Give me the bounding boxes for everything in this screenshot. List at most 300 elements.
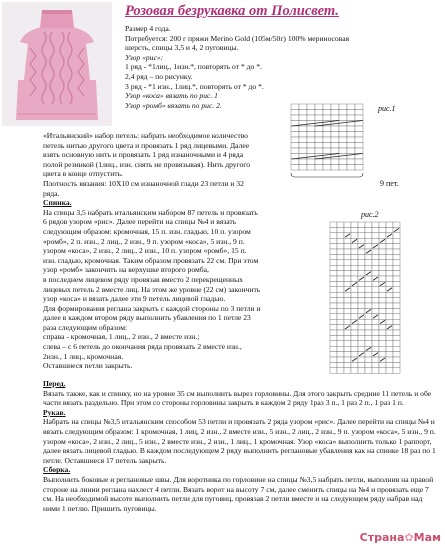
chart-cell: [315, 148, 323, 154]
chart-cell: [365, 298, 372, 303]
chart-cell: [365, 227, 372, 232]
chart-cell: [323, 110, 331, 116]
chart-cell: [344, 254, 351, 259]
chart-cell: [358, 368, 365, 373]
size-line: Размер 4 года.: [125, 24, 171, 33]
chart-cell: [323, 137, 331, 143]
chart-cell: [330, 227, 337, 232]
spinka-paragraph-1: На спицы 3,5 набрать итальянским набором 87 петель и провязать 6 рядов узором «рис». Далее перейти на спицы №4 и вязать следующим образом: кромочная, 15 п. изн. гладью, 10 п. узором «ромб», 2 п. изн., 2 лиц., 2 изн., 9 п. узором «коса», 5 изн., 9 п. узором «коса», 2 изн., 2 лиц., 2 изн., 10 п. узором «ромб», 15 п. изн. гладью, кромочная. Таким образом провязать 22 см. При этом узор «ромб» закончить на верхушке второго ромба,: [43, 207, 259, 275]
chart-cell: [355, 110, 363, 116]
chart-cell: [307, 165, 315, 171]
kosa-line: Узор «коса» вязать по рис. 1: [125, 91, 218, 101]
chart-cell: [337, 298, 344, 303]
pattern-row-2: 2,4 ряд – по рисунку.: [125, 71, 193, 81]
chart-cell: [344, 368, 351, 373]
chart-cell: [386, 227, 393, 232]
chart-cell: [358, 265, 365, 270]
chart-cell: [351, 276, 358, 281]
chart-cell: [315, 110, 323, 116]
chart-cell: [365, 222, 372, 227]
chart-cell: [344, 314, 351, 319]
chart-cell: [315, 115, 323, 121]
chart-cell: [339, 132, 347, 138]
chart-cell: [379, 244, 386, 249]
chart-cell: [355, 143, 363, 149]
chart-cell: [393, 308, 400, 313]
chart-cell: [372, 227, 379, 232]
chart-cell: [307, 126, 315, 132]
chart-cell: [344, 346, 351, 351]
chart-cell: [337, 281, 344, 286]
chart-cell: [291, 110, 299, 116]
chart-cell: [386, 260, 393, 265]
chart-cell: [330, 319, 337, 324]
chart-cell: [330, 357, 337, 362]
chart-cell: [372, 271, 379, 276]
sborka-paragraph: Выполнить боковые и реглановые швы. Для воротника по горловине на спицы №3,5 набрать петли, выполнив на правой стороне на линии реглана нахлест 4 петли. Вязать ворот на высоту 7 см, далее сменить спицы на №4 и провязать еще 7 см. На необходимой высоте выполнить петли для пуговиц, провязав 2 петли вместе и на следующем ряду набрав над ними 1 петлю. Пришить пуговицы.: [43, 474, 434, 513]
chart-cell: [337, 319, 344, 324]
chart-cell: [315, 143, 323, 149]
chart-cell: [347, 165, 355, 171]
chart-cell: [330, 271, 337, 276]
chart-cell: [365, 352, 372, 357]
chart-cell: [331, 165, 339, 171]
chart-cell: [365, 254, 372, 259]
chart-cell: [372, 308, 379, 313]
chart-cell: [358, 271, 365, 276]
chart-cell: [330, 352, 337, 357]
chart-cell: [393, 346, 400, 351]
chart-cell: [330, 346, 337, 351]
chart-cell: [372, 222, 379, 227]
cast-on-paragraph: «Итальянский» набор петель: набрать необходимое количество петель нитью другого цвета и провязать 1 ряд лицевыми. Далее взять основную нить и провязать 1 ряд изнаночными и 4 ряда полой резинкой (1лиц., изн. снять не провязывая). Нить другого цвета в конце отпустить.: [43, 131, 251, 179]
chart-cell: [379, 303, 386, 308]
chart-cell: [379, 249, 386, 254]
chart-cell: [393, 362, 400, 367]
chart-cell: [379, 287, 386, 292]
chart-cell: [393, 254, 400, 259]
chart-cell: [351, 260, 358, 265]
chart-cell: [307, 110, 315, 116]
page-title: Розовая безрукавка от Полисвет.: [125, 3, 339, 19]
chart-cell: [358, 233, 365, 238]
chart-cell: [291, 126, 299, 132]
chart-cell: [393, 292, 400, 297]
chart-cell: [323, 115, 331, 121]
chart-cell: [337, 227, 344, 232]
chart-cell: [337, 303, 344, 308]
chart-cell: [351, 254, 358, 259]
chart-cell: [347, 159, 355, 165]
chart-cell: [379, 271, 386, 276]
chart-cell: [331, 126, 339, 132]
chart-cell: [358, 335, 365, 340]
rukav-heading: Рукав.: [43, 407, 66, 417]
chart-cell: [386, 335, 393, 340]
chart-cell: [393, 260, 400, 265]
chart-cell: [372, 325, 379, 330]
chart-cell: [315, 159, 323, 165]
chart-cell: [330, 287, 337, 292]
chart-cell: [299, 132, 307, 138]
chart-cell: [344, 276, 351, 281]
chart-cell: [323, 132, 331, 138]
chart-cell: [351, 346, 358, 351]
chart-cell: [386, 330, 393, 335]
chart-cell: [386, 265, 393, 270]
chart-cell: [386, 303, 393, 308]
chart-cell: [331, 143, 339, 149]
chart-cell: [355, 137, 363, 143]
chart-cell: [386, 352, 393, 357]
chart-cell: [393, 281, 400, 286]
chart-cell: [365, 319, 372, 324]
chart-cell: [315, 137, 323, 143]
chart-cell: [307, 137, 315, 143]
chart-cell: [386, 292, 393, 297]
chart-cell: [323, 126, 331, 132]
chart-cell: [299, 110, 307, 116]
chart-cell: [386, 319, 393, 324]
intro-block: [125, 24, 435, 110]
chart-cell: [393, 244, 400, 249]
chart-cell: [330, 281, 337, 286]
chart-cell: [330, 254, 337, 259]
chart-cell: [299, 143, 307, 149]
chart-cell: [344, 319, 351, 324]
chart-cell: [355, 104, 363, 110]
chart-cell: [344, 341, 351, 346]
figure-2-label: рис.2: [361, 210, 379, 219]
chart-cell: [379, 308, 386, 313]
chart-cell: [386, 222, 393, 227]
chart-cell: [372, 341, 379, 346]
chart-cell: [347, 143, 355, 149]
chart-cell: [337, 222, 344, 227]
lower-text: [43, 379, 438, 513]
chart-cell: [315, 132, 323, 138]
chart-cell: [331, 159, 339, 165]
chart-cell: [330, 314, 337, 319]
chart-cell: [347, 115, 355, 121]
chart-cell: [365, 335, 372, 340]
chart-cell: [379, 260, 386, 265]
chart-cell: [323, 143, 331, 149]
spinka-paragraph-3: Для формирования реглана закрыть с каждой стороны по 3 петли и далее в каждом втором ряду выполнить убавления по 1 петле 23 раза следующим образом:: [43, 303, 261, 332]
chart-cell: [386, 308, 393, 313]
chart-cell: [344, 227, 351, 232]
site-watermark: Страна✿Мам: [359, 531, 441, 544]
main-text: [43, 131, 261, 371]
chart-cell: [365, 357, 372, 362]
chart-cell: [351, 314, 358, 319]
sweater-photo: [2, 2, 112, 126]
chart-cell: [299, 148, 307, 154]
chart-cell: [337, 238, 344, 243]
figure-1-stitch-count: 9 пет.: [380, 179, 399, 188]
chart-cell: [323, 165, 331, 171]
chart-cell: [339, 104, 347, 110]
chart-cell: [386, 276, 393, 281]
chart-cell: [379, 298, 386, 303]
chart-cell: [386, 368, 393, 373]
chart-cell: [365, 292, 372, 297]
chart-cell: [331, 104, 339, 110]
chart-cell: [379, 276, 386, 281]
chart-cell: [315, 104, 323, 110]
chart-cell: [379, 362, 386, 367]
chart-cell: [393, 325, 400, 330]
chart-cell: [372, 249, 379, 254]
chart-cell: [365, 330, 372, 335]
spinka-paragraph-4: справа - кромочная, 1 лиц., 2 изн., 2 вместе изн.;: [43, 332, 200, 342]
chart-cell: [351, 244, 358, 249]
chart-cell: [291, 115, 299, 121]
chart-cell: [372, 238, 379, 243]
chart-cell: [365, 362, 372, 367]
watermark-part-1: Страна: [359, 531, 405, 544]
chart-cell: [347, 137, 355, 143]
chart-cell: [393, 341, 400, 346]
chart-cell: [337, 330, 344, 335]
rukav-paragraph: Набрать на спицы №3,5 итальянским способом 53 петли и провязать 2 ряда узором «рис». Далее перейти на спицы №4 и вязать следующим образом: 1 кромочная, 1 лиц, 2 изн., 2 вместе изн., 5 изн., 2 лиц., 2 изн., 9 п. узором «коса», 5 изн., 9 п. узором «коса», 2 изн., 2 лиц., 5 изн., 2 вместе изн., 2 изн., 1 лиц., 1 кромочная. Узор «коса» выполнить только 1 раппорт, далее вязать лицевой гладью. В каждом последующем 2 ряду выполнить реглановые убавления как на спинке 18 раз по 1 петле. Оставшиеся 17 петель закрыть.: [43, 417, 436, 465]
chart-cell: [393, 233, 400, 238]
chart-cell: [337, 292, 344, 297]
chart-cell: [339, 148, 347, 154]
chart-cell: [330, 325, 337, 330]
chart-cell: [299, 126, 307, 132]
chart-cell: [351, 352, 358, 357]
chart-cell: [330, 368, 337, 373]
chart-cell: [291, 165, 299, 171]
chart-cell: [365, 265, 372, 270]
chart-cell: [358, 227, 365, 232]
chart-cell: [337, 314, 344, 319]
chart-cell: [323, 159, 331, 165]
chart-cell: [379, 292, 386, 297]
chart-cell: [337, 352, 344, 357]
chart-cell: [372, 335, 379, 340]
chart-cell: [372, 346, 379, 351]
chart-cell: [337, 341, 344, 346]
chart-cell: [307, 148, 315, 154]
chart-cell: [344, 308, 351, 313]
chart-cell: [358, 281, 365, 286]
chart-cell: [358, 238, 365, 243]
pattern-row-3: 3 ряд - *1 изн., 1лиц.*, повторять от * до *.: [125, 81, 264, 91]
chart-cell: [379, 314, 386, 319]
chart-cell: [323, 104, 331, 110]
chart-cell: [393, 352, 400, 357]
chart-cell: [330, 276, 337, 281]
chart-cell: [379, 227, 386, 232]
chart-cell: [344, 244, 351, 249]
chart-cell: [344, 222, 351, 227]
chart-cell: [299, 165, 307, 171]
chart-cell: [393, 314, 400, 319]
chart-cell: [347, 148, 355, 154]
chart-cell: [330, 244, 337, 249]
chart-cell: [351, 233, 358, 238]
chart-cell: [351, 271, 358, 276]
chart-cell: [347, 126, 355, 132]
chart-cell: [315, 165, 323, 171]
chart-cell: [386, 271, 393, 276]
chart-cell: [307, 143, 315, 149]
chart-cell: [337, 362, 344, 367]
chart-cell: [372, 330, 379, 335]
chart-cell: [358, 319, 365, 324]
chart-cell: [393, 330, 400, 335]
chart-cell: [379, 368, 386, 373]
chart-cell: [307, 132, 315, 138]
chart-cell: [337, 357, 344, 362]
chart-cell: [355, 132, 363, 138]
chart-cell: [337, 271, 344, 276]
chart-cell: [337, 249, 344, 254]
chart-cell: [393, 238, 400, 243]
chart-cell: [337, 276, 344, 281]
chart-cell: [393, 287, 400, 292]
chart-cell: [299, 115, 307, 121]
chart-cell: [372, 319, 379, 324]
chart-cell: [344, 330, 351, 335]
chart-cell: [344, 352, 351, 357]
chart-cell: [337, 260, 344, 265]
chart-cell: [330, 265, 337, 270]
chart-cell: [351, 341, 358, 346]
chart-cell: [393, 368, 400, 373]
pattern-heading: Узор «рис»:: [125, 52, 164, 62]
chart-cell: [299, 159, 307, 165]
spinka-paragraph-2: в последнем лицевом ряду провязав вместо 2 перекрещенных лицевых петель 2 вместе лиц. На этом же уровне (22 см) закончить узор «коса» и вязать далее эти 9 петель лицевой гладью.: [43, 274, 261, 304]
chart-cell: [307, 159, 315, 165]
chart-cell: [291, 137, 299, 143]
chart-cell: [358, 357, 365, 362]
chart-cell: [386, 346, 393, 351]
pered-heading: Перед.: [43, 379, 66, 388]
chart-cell: [372, 303, 379, 308]
figure-1-cable-chart: [283, 102, 383, 183]
chart-cell: [291, 132, 299, 138]
chart-cell: [330, 249, 337, 254]
chart-cell: [386, 281, 393, 286]
chart-cell: [393, 298, 400, 303]
chart-cell: [365, 341, 372, 346]
chart-cell: [351, 287, 358, 292]
chart-cell: [344, 249, 351, 254]
chart-cell: [393, 335, 400, 340]
chart-cell: [358, 303, 365, 308]
chart-cell: [351, 249, 358, 254]
chart-cell: [393, 276, 400, 281]
chart-cell: [355, 115, 363, 121]
chart-cell: [379, 330, 386, 335]
chart-cell: [393, 265, 400, 270]
chart-cell: [358, 308, 365, 313]
chart-cell: [351, 330, 358, 335]
chart-cell: [351, 335, 358, 340]
sborka-heading: Сборка.: [43, 465, 71, 475]
chart-cell: [339, 165, 347, 171]
chart-cell: [379, 254, 386, 259]
chart-cell: [358, 346, 365, 351]
watermark-part-2: Мам: [413, 531, 441, 544]
chart-cell: [291, 148, 299, 154]
chart-cell: [331, 132, 339, 138]
chart-cell: [351, 265, 358, 270]
chart-cell: [330, 362, 337, 367]
chart-cell: [358, 325, 365, 330]
chart-cell: [331, 110, 339, 116]
chart-cell: [372, 298, 379, 303]
chart-cell: [386, 298, 393, 303]
chart-cell: [307, 104, 315, 110]
chart-cell: [339, 115, 347, 121]
chart-cell: [339, 143, 347, 149]
chart-cell: [365, 303, 372, 308]
chart-cell: [307, 115, 315, 121]
chart-cell: [347, 104, 355, 110]
chart-cell: [339, 110, 347, 116]
chart-cell: [393, 319, 400, 324]
chart-cell: [351, 368, 358, 373]
chart-cell: [351, 303, 358, 308]
chart-cell: [331, 148, 339, 154]
chart-cell: [379, 325, 386, 330]
chart-cell: [337, 346, 344, 351]
chart-cell: [386, 341, 393, 346]
chart-cell: [365, 325, 372, 330]
spinka-heading: Спинка.: [43, 198, 72, 208]
chart-cell: [291, 159, 299, 165]
chart-cell: [372, 292, 379, 297]
chart-cell: [337, 335, 344, 340]
chart-cell: [344, 357, 351, 362]
chart-cell: [372, 281, 379, 286]
chart-cell: [358, 222, 365, 227]
chart-cell: [351, 227, 358, 232]
chart-cell: [337, 244, 344, 249]
chart-cell: [365, 260, 372, 265]
chart-cell: [386, 238, 393, 243]
chart-cell: [330, 298, 337, 303]
spinka-paragraph-6: Оставшиеся петли закрыть.: [43, 361, 133, 371]
chart-cell: [291, 104, 299, 110]
chart-cell: [351, 292, 358, 297]
chart-cell: [355, 159, 363, 165]
chart-cell: [379, 265, 386, 270]
chart-cell: [358, 249, 365, 254]
chart-cell: [344, 335, 351, 340]
chart-cell: [351, 325, 358, 330]
chart-cell: [372, 265, 379, 270]
chart-cell: [347, 132, 355, 138]
chart-cell: [372, 368, 379, 373]
chart-cell: [372, 357, 379, 362]
chart-cell: [331, 115, 339, 121]
chart-cell: [351, 298, 358, 303]
chart-cell: [351, 308, 358, 313]
chart-cell: [372, 254, 379, 259]
chart-cell: [372, 233, 379, 238]
gauge-paragraph: Плотность вязания: 10Х10 см изнаночной глади 23 петли и 32 ряда.: [43, 178, 244, 198]
chart-cell: [330, 341, 337, 346]
chart-cell: [344, 292, 351, 297]
chart-cell: [386, 357, 393, 362]
chart-cell: [386, 314, 393, 319]
chart-cell: [323, 148, 331, 154]
